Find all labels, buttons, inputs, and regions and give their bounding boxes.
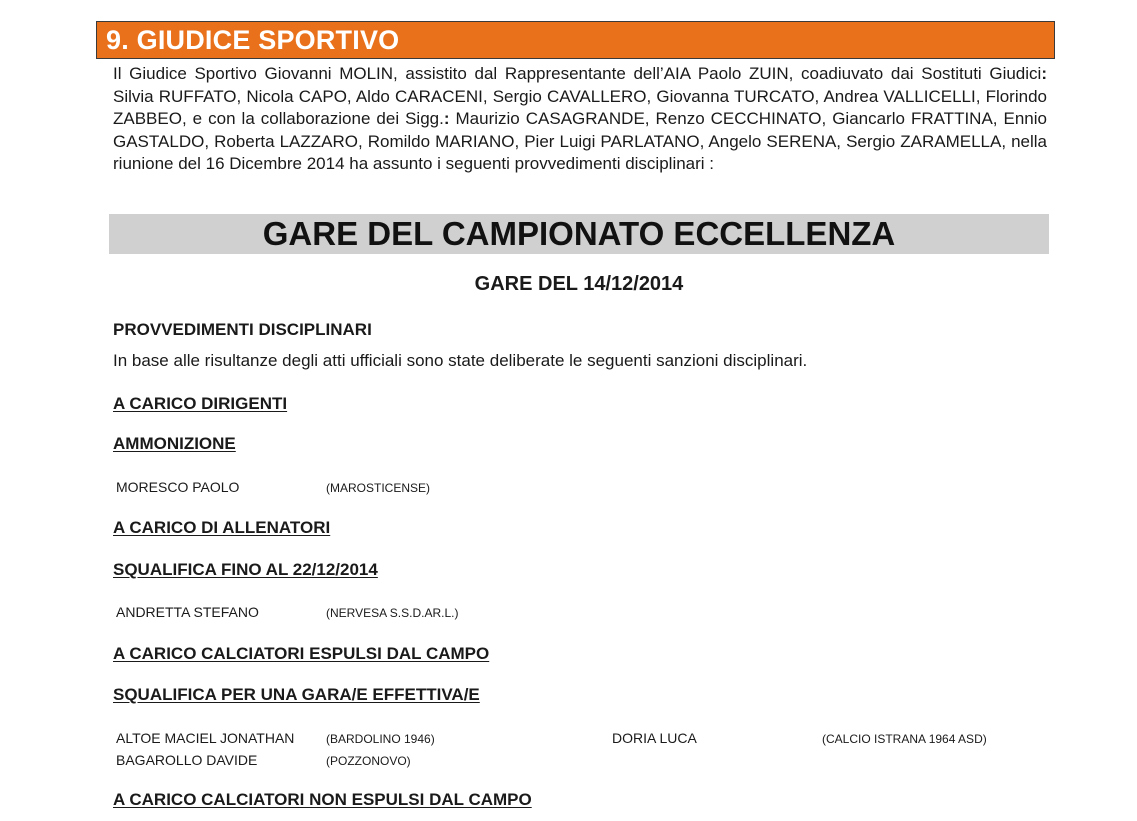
provvedimenti-heading: PROVVEDIMENTI DISCIPLINARI	[113, 320, 372, 339]
entry-name: MORESCO PAOLO	[116, 479, 240, 495]
heading-squalifica-gara: SQUALIFICA PER UNA GARA/E EFFETTIVA/E	[113, 685, 480, 704]
heading-squalifica-fino: SQUALIFICA FINO AL 22/12/2014	[113, 560, 378, 579]
provvedimenti-text: In base alle risultanze degli atti ufficiali sono state deliberate le seguenti sanzioni disciplinari.	[113, 351, 808, 370]
entry-name: DORIA LUCA	[612, 730, 697, 746]
entry-team: (BARDOLINO 1946)	[326, 732, 435, 746]
intro-paragraph	[113, 63, 1047, 176]
date-title: GARE DEL 14/12/2014	[474, 273, 684, 295]
entry-name: BAGAROLLO DAVIDE	[116, 752, 258, 768]
entry-name: ALTOE MACIEL JONATHAN	[116, 730, 295, 746]
intro-text-2: Silvia RUFFATO, Nicola CAPO, Aldo CARACENI, Sergio CAVALLERO, Giovanna TURCATO, Andrea VALLICELLI, Florindo ZABBEO, e con la collaborazione dei Sigg.	[113, 86, 1047, 128]
entry-team: (MAROSTICENSE)	[326, 481, 431, 495]
intro-text-3: Maurizio CASAGRANDE, Renzo CECCHINATO, Giancarlo FRATTINA, Ennio GASTALDO, Roberta LAZZARO, Romildo MARIANO, Pier Luigi PARLATANO, Angelo SERENA, Sergio ZARAMELLA, nella riunione del 16 Dicembre 2014 ha assunto i seguenti provvedimenti disciplinari :	[113, 109, 1047, 173]
competition-title: GARE DEL CAMPIONATO ECCELLENZA	[262, 215, 896, 252]
heading-espulsi: A CARICO CALCIATORI ESPULSI DAL CAMPO	[113, 644, 490, 663]
heading-non-espulsi: A CARICO CALCIATORI NON ESPULSI DAL CAMPO	[113, 790, 532, 809]
intro-text-1: Il Giudice Sportivo Giovanni MOLIN, assistito dal Rappresentante dell’AIA Paolo ZUIN, coadiuvato dai Sostituti Giudici	[113, 64, 1042, 83]
heading-allenatori: A CARICO DI ALLENATORI	[113, 518, 331, 537]
intro-colon-1: :	[1041, 64, 1047, 83]
entry-team: (POZZONOVO)	[326, 754, 411, 768]
section-header-bar	[96, 21, 1055, 59]
entry-team: (CALCIO ISTRANA 1964 ASD)	[822, 732, 987, 746]
competition-banner	[109, 214, 1049, 254]
intro-colon-2: :	[443, 109, 450, 128]
entry-team: (NERVESA S.S.D.AR.L.)	[326, 606, 459, 620]
heading-dirigenti: A CARICO DIRIGENTI	[113, 394, 288, 413]
heading-ammonizione: AMMONIZIONE	[113, 434, 236, 453]
section-title: 9. GIUDICE SPORTIVO	[106, 25, 400, 55]
entry-name: ANDRETTA STEFANO	[116, 604, 259, 620]
